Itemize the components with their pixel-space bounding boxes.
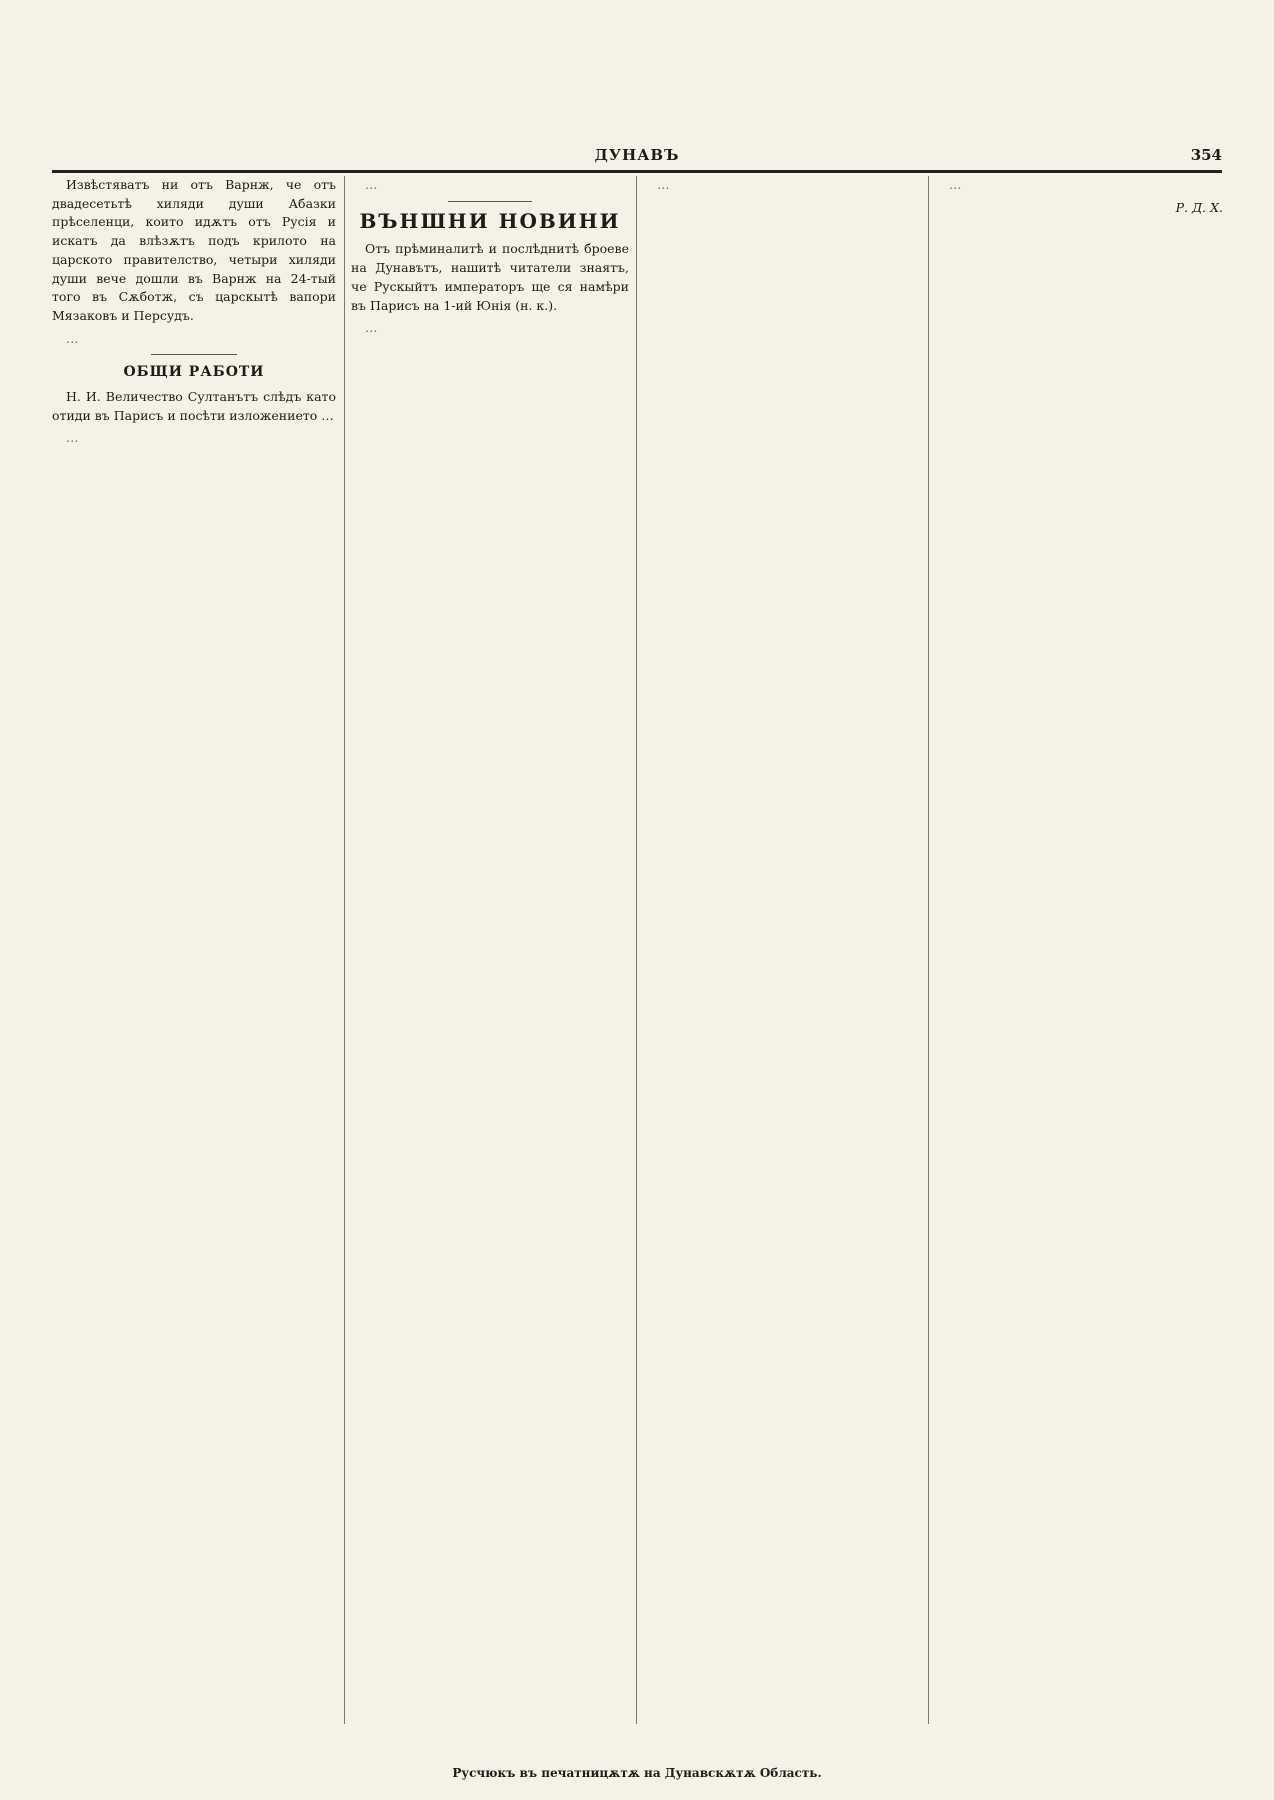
section-heading: ОБЩИ РАБОТИ [123, 364, 265, 381]
divider [151, 354, 236, 355]
page-number: 354 [1190, 146, 1222, 164]
paragraph: … [949, 177, 962, 192]
divider [448, 201, 531, 202]
paragraph: … [657, 177, 670, 192]
column-4 [928, 176, 1223, 1724]
column-3 [636, 176, 921, 1724]
paragraph: … [365, 320, 378, 336]
column-1 [52, 176, 336, 1724]
imprint: Русчюкъ въ печатницѫтѫ на Дунавскѫтѫ Область. [452, 1766, 822, 1780]
signature: Р. Д. Х. [1175, 199, 1223, 215]
paragraph: … [365, 177, 378, 192]
paragraph: Н. И. Величество Султанътъ слѣдъ като отиди въ Парисъ и посѣти изложението … [52, 389, 336, 423]
newspaper-title: ДУНАВЪ [594, 146, 680, 164]
columns [52, 176, 1222, 1724]
page-header [52, 146, 1222, 173]
paragraph: … [66, 430, 79, 446]
paragraph: Извѣстяватъ ни отъ Варнж, че отъ двадесетьтѣ хиляди души Абазки прѣселенци, които идѫтъ отъ Русія и искатъ да влѣзѫтъ подъ крилото на царското правителство, четыри хиляди души вече дошли въ Варнж на 24-тый того въ Сѫботж, съ царскытѣ вапори Мязаковъ и Персудъ. [52, 177, 336, 323]
paragraph: Отъ прѣминалитѣ и послѣднитѣ броеве на Дунавътъ, нашитѣ читатели знаятъ, че Рускыйтъ императоръ ще ся намѣри въ Парисъ на 1-ий Юнія (н. к.). [351, 241, 629, 313]
section-heading: ВЪНШНИ НОВИНИ [359, 208, 621, 233]
column-2 [344, 176, 629, 1724]
paragraph: … [66, 330, 79, 346]
